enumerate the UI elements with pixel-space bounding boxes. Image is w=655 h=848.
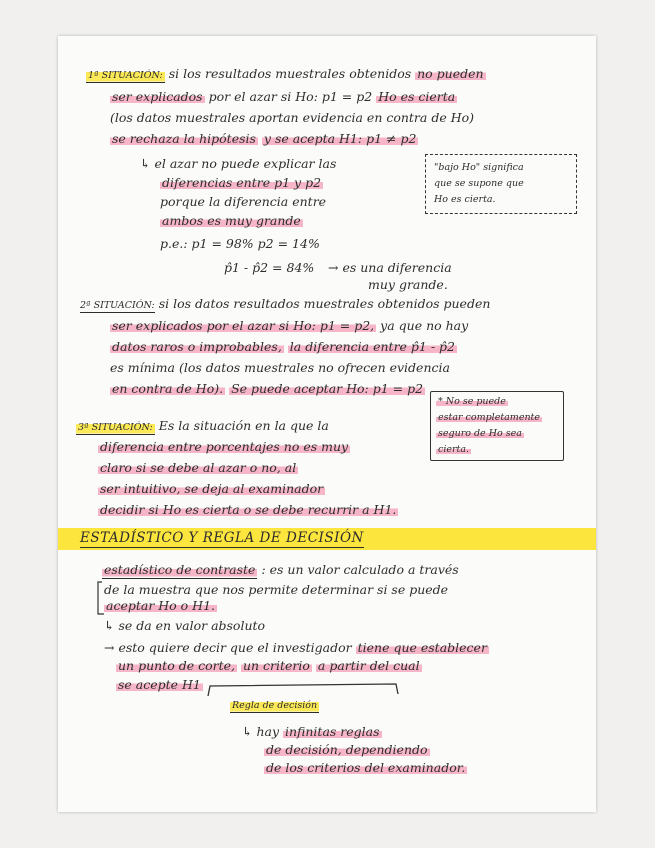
regla-line-2: de decisión, dependiendo bbox=[266, 742, 428, 757]
estadistico-line-4: ↳ se da en valor absoluto bbox=[104, 618, 266, 633]
regla-line-1: ↳ hay infinitas reglas bbox=[242, 724, 380, 739]
situation-2-line-4: es mínima (los datos muestrales no ofrecen evidencia bbox=[110, 360, 450, 375]
situation-1-sub-4: ambos es muy grande bbox=[162, 213, 301, 228]
situation-1-sub-3: porque la diferencia entre bbox=[160, 194, 327, 209]
situation-2-line-2: ser explicados por el azar si Ho: p1 = p2, ya que no hay bbox=[112, 318, 469, 333]
situation-1-label: 1ª SITUACIÓN: bbox=[88, 70, 163, 81]
estadistico-line-3: aceptar Ho o H1. bbox=[106, 598, 216, 613]
bracket-connector bbox=[58, 36, 596, 812]
situation-3-line-3: claro si se debe al azar o no, al bbox=[100, 460, 297, 475]
estadistico-line-7: se acepte H1 bbox=[118, 677, 201, 692]
situation-3-line-2: diferencia entre porcentajes no es muy bbox=[100, 439, 349, 454]
note-box-line-3: Ho es cierta. bbox=[434, 194, 496, 205]
regla-line-3: de los criterios del examinador. bbox=[266, 760, 466, 775]
situation-1-sub-1: ↳ el azar no puede explicar las bbox=[140, 156, 337, 171]
situation-2-label: 2ª SITUACIÓN: bbox=[80, 300, 155, 311]
note-box-line-1: "bajo Ho" significa bbox=[434, 162, 524, 173]
estadistico-line-6: un punto de corte, un criterio a partir del cual bbox=[118, 658, 420, 673]
situation-2-line-5: en contra de Ho). Se puede aceptar Ho: p1 = p2 bbox=[112, 381, 424, 396]
situation-3-label: 3ª SITUACIÓN: bbox=[78, 422, 153, 433]
note-box-2-line-4: cierta. bbox=[438, 444, 470, 455]
situation-1-diff-note-2: muy grande. bbox=[368, 277, 448, 292]
situation-1-line-2: ser explicados por el azar si Ho: p1 = p2 Ho es cierta bbox=[112, 89, 456, 104]
regla-title: Regla de decisión bbox=[232, 700, 318, 711]
notebook-page bbox=[58, 36, 596, 812]
note-box-2-line-3: seguro de Ho sea bbox=[438, 428, 522, 439]
estadistico-line-5: → esto quiere decir que el investigador tiene que establecer bbox=[104, 640, 487, 655]
arrow-icon: ↳ bbox=[140, 156, 151, 171]
situation-1-diff-note-1: → es una diferencia bbox=[328, 260, 452, 275]
note-box-2-line-1: * No se puede bbox=[438, 396, 506, 407]
note-box-2-line-2: estar completamente bbox=[438, 412, 540, 423]
situation-1-line-4: se rechaza la hipótesis y se acepta H1: p1 ≠ p2 bbox=[112, 131, 417, 146]
situation-1-example: p.e.: p1 = 98% p2 = 14% bbox=[160, 236, 320, 251]
situation-2-line-1: 2ª SITUACIÓN: si los datos resultados muestrales obtenidos pueden bbox=[80, 296, 491, 311]
situation-3-line-5: decidir si Ho es cierta o se debe recurrir a H1. bbox=[100, 502, 397, 517]
situation-1-sub-2: diferencias entre p1 y p2 bbox=[162, 175, 322, 190]
estadistico-line-2: de la muestra que nos permite determinar si se puede bbox=[104, 582, 449, 597]
situation-1-line-1: 1ª SITUACIÓN: si los resultados muestrales obtenidos no pueden bbox=[88, 66, 484, 81]
note-box-line-2: que se supone que bbox=[434, 178, 524, 189]
estadistico-line-1: estadístico de contraste : es un valor calculado a través bbox=[104, 562, 459, 577]
estadistico-term: estadístico de contraste bbox=[104, 562, 256, 577]
section-title: ESTADÍSTICO Y REGLA DE DECISIÓN bbox=[80, 530, 364, 546]
situation-1-line-3: (los datos muestrales aportan evidencia en contra de Ho) bbox=[110, 110, 475, 125]
situation-1-difference: p̂1 - p̂2 = 84% bbox=[224, 260, 315, 275]
situation-2-line-3: datos raros o improbables, la diferencia entre p̂1 - p̂2 bbox=[112, 339, 455, 354]
situation-3-line-4: ser intuitivo, se deja al examinador bbox=[100, 481, 324, 496]
situation-3-line-1: 3ª SITUACIÓN: Es la situación en la que la bbox=[78, 418, 329, 433]
